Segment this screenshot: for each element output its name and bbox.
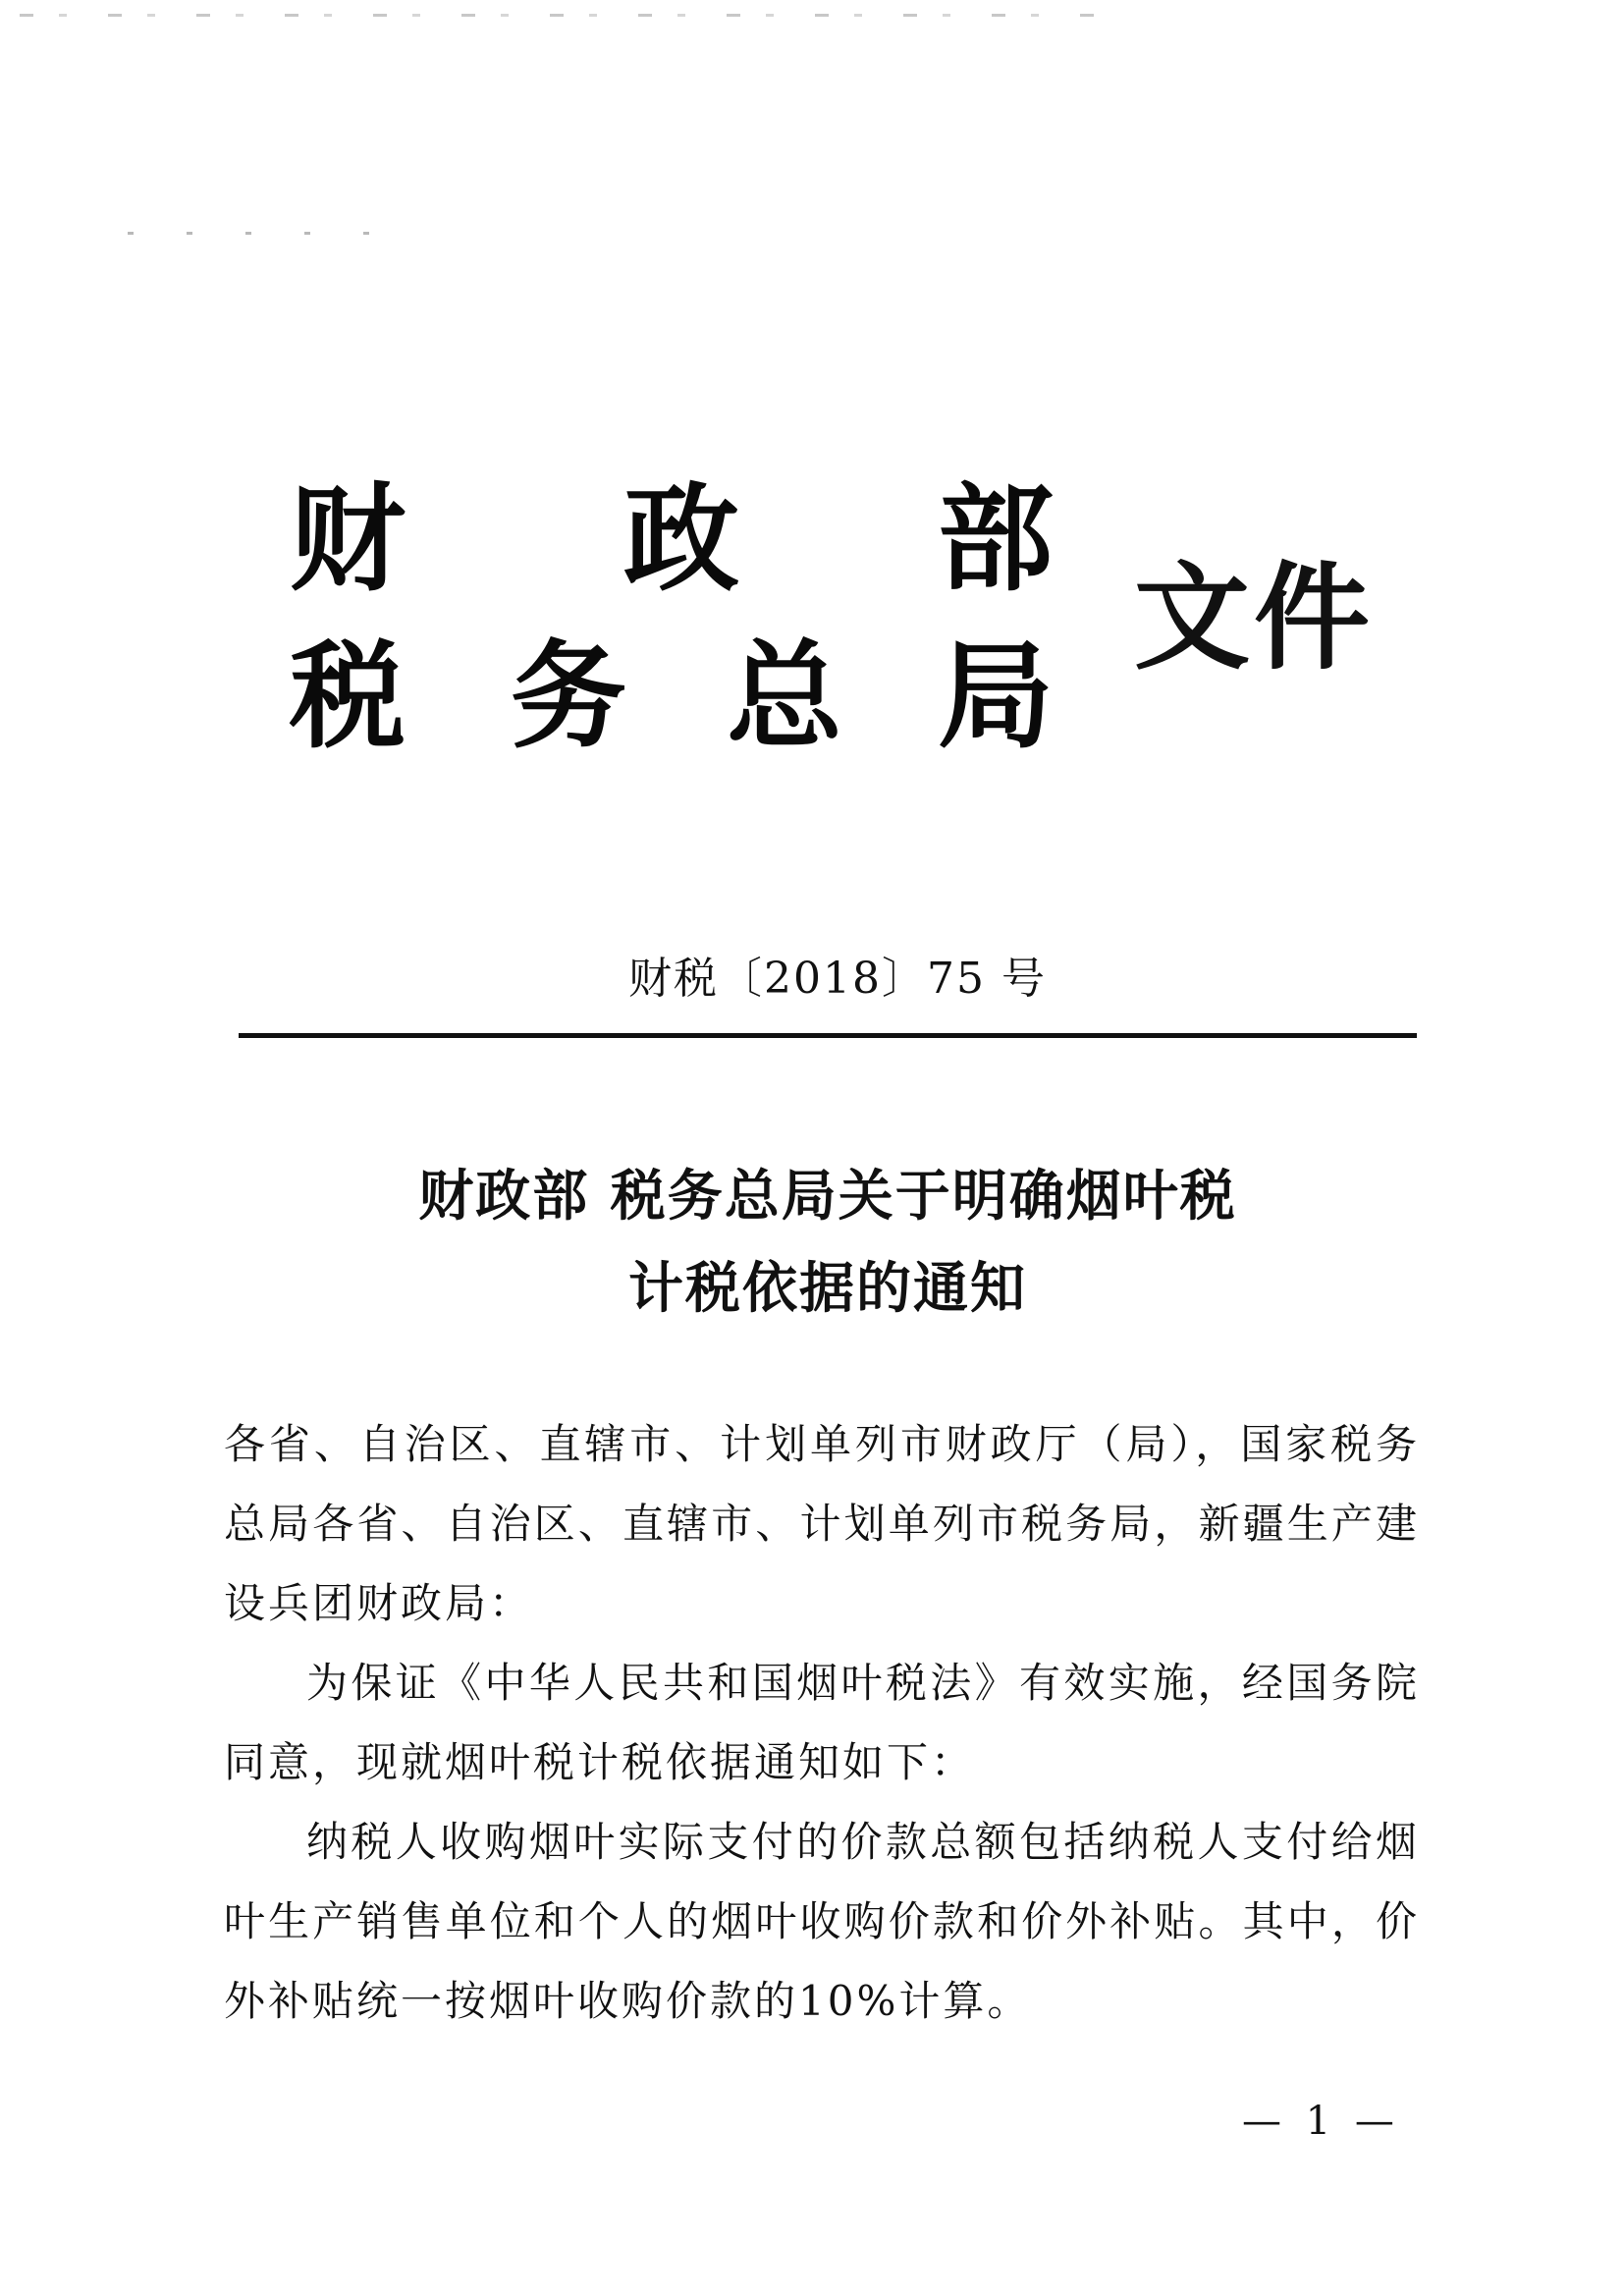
agency-2-char: 税 xyxy=(290,628,406,764)
document-title-line-2: 计税依据的通知 xyxy=(628,1256,1027,1321)
agency-1-char: 部 xyxy=(938,470,1055,607)
agency-2-char: 总 xyxy=(727,628,843,764)
document-title-line-1: 财政部 税务总局关于明确烟叶税 xyxy=(418,1164,1237,1229)
scan-artifact-top xyxy=(20,14,1119,17)
document-type-label: 文件 xyxy=(1134,549,1375,685)
body-paragraph: 为保证《中华人民共和国烟叶税法》有效实施，经国务院同意，现就烟叶税计税依据通知如下： xyxy=(224,1659,1420,1786)
document-number: 财税〔2018〕75 号 xyxy=(628,954,1047,1004)
addressee: 各省、自治区、直辖市、计划单列市财政厅（局），国家税务总局各省、自治区、直辖市、计划单列市税务局，新疆生产建设兵团财政局： xyxy=(224,1420,1420,1627)
agency-2-char: 务 xyxy=(511,628,627,764)
page-number: — 1 — xyxy=(1242,2099,1400,2144)
agency-2-char: 局 xyxy=(938,628,1055,764)
issuing-agencies-header xyxy=(290,462,1389,764)
scan-artifact-mark xyxy=(128,232,422,235)
header-divider xyxy=(239,1033,1417,1038)
body-paragraph: 纳税人收购烟叶实际支付的价款总额包括纳税人支付给烟叶生产销售单位和个人的烟叶收购价款和价外补贴。其中，价外补贴统一按烟叶收购价款的10%计算。 xyxy=(224,1818,1420,2025)
agency-1-char: 政 xyxy=(623,470,740,607)
agency-1-char: 财 xyxy=(290,470,406,607)
